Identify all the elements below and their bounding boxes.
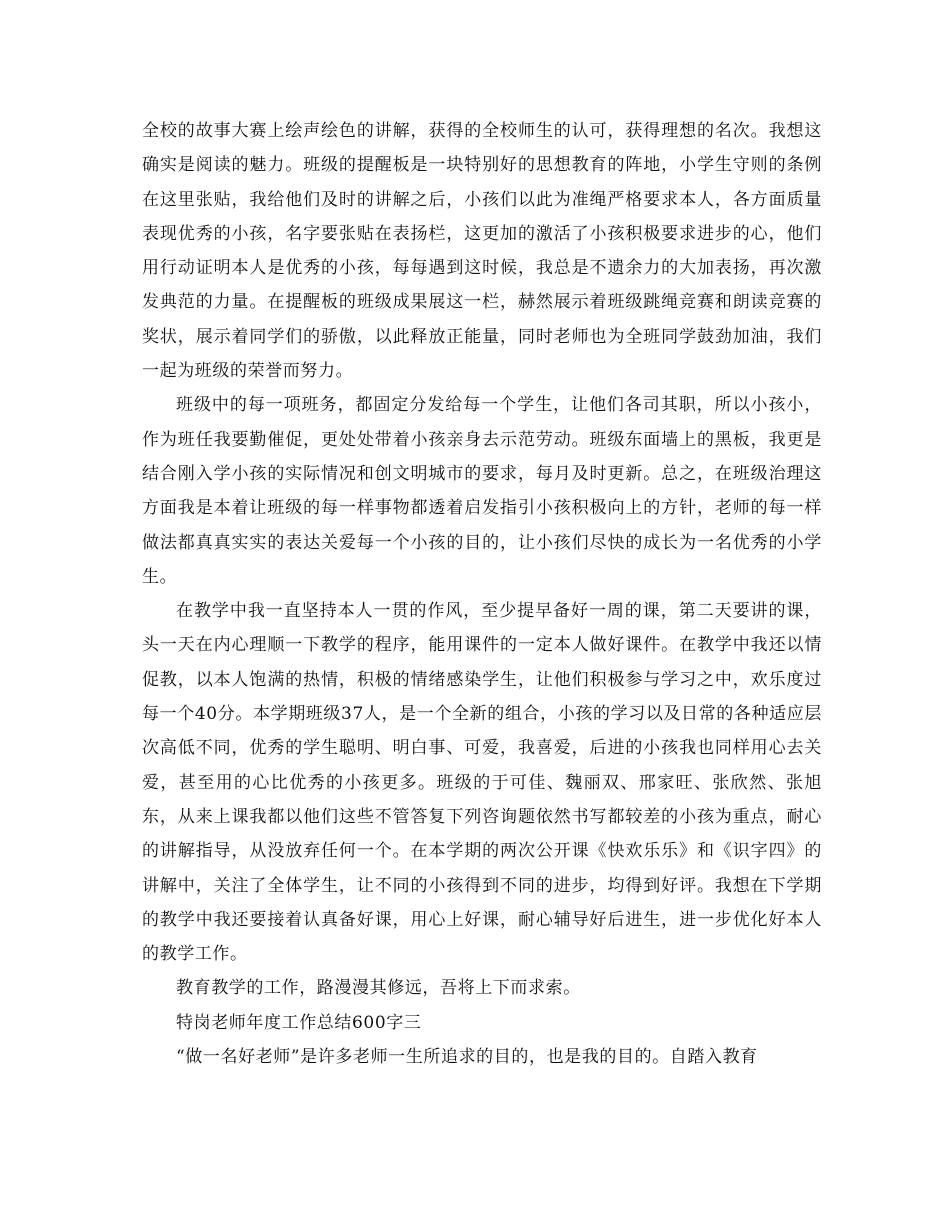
paragraph-closing-quote: 教育教学的工作，路漫漫其修远，吾将上下而求索。 <box>176 978 581 999</box>
paragraph-good-teacher: “做一名好老师”是许多老师一生所追求的目的，也是我的目的。自踏入教育 <box>176 1047 758 1068</box>
paragraph-teaching: 在教学中我一直坚持本人一贯的作风，至少提早备好一周的课，第二天要讲的课，头一天在内心理顺一下教学的程序，能用课件的一定本人做好课件。在教学中我还以情促教，以本人饱满的热情，积极的情绪感染学生，让他们积极参与学习之中，欢乐度过每一个40分。本学期班级37人，是一个全新的组合，小孩的学习以及日常的各种适应层次高低不同，优秀的学生聪明、明白事、可爱，我喜爱，后进的小孩我也同样用心去关爱，甚至用的心比优秀的小孩更多。班级的于可佳、魏丽双、邢家旺、张欣然、张旭东，从来上课我都以他们这些不管答复下列咨询题依然书写都较差的小孩为重点，耐心的讲解指导，从没放弃任何一个。在本学期的两次公开课《快欢乐乐》和《识字四》的讲解中，关注了全体学生，让不同的小孩得到不同的进步，均得到好评。我想在下学期的教学中我还要接着认真备好课，用心上好课，耐心辅导好后进生，进一步优化好本人的教学工作。 <box>142 601 822 965</box>
paragraph-class-duties: 班级中的每一项班务，都固定分发给每一个学生，让他们各司其职，所以小孩小，作为班任我要勤催促，更处处带着小孩亲身去示范劳动。班级东面墙上的黑板，我更是结合刚入学小孩的实际情况和创文明城市的要求，每月及时更新。总之，在班级治理这方面我是本着让班级的每一样事物都透着启发指引小孩积极向上的方针，老师的每一样做法都真真实实的表达关爱每一个小孩的目的，让小孩们尽快的成长为一名优秀的小学生。 <box>142 395 822 587</box>
section-heading: 特岗老师年度工作总结600字三 <box>176 1012 422 1033</box>
paragraph-reading-board: 全校的故事大赛上绘声绘色的讲解，获得的全校师生的认可，获得理想的名次。我想这确实是阅读的魅力。班级的提醒板是一块特别好的思想教育的阵地，小学生守则的条例在这里张贴，我给他们及时的讲解之后，小孩们以此为准绳严格要求本人，各方面质量表现优秀的小孩，名字要张贴在表扬栏，这更加的激活了小孩积极要求进步的心，他们用行动证明本人是优秀的小孩，每每遇到这时候，我总是不遗余力的大加表扬，再次激发典范的力量。在提醒板的班级成果展这一栏，赫然展示着班级跳绳竞赛和朗读竞赛的奖状，展示着同学们的骄傲，以此释放正能量，同时老师也为全班同学鼓劲加油，我们一起为班级的荣誉而努力。 <box>142 121 822 382</box>
document-body <box>142 114 822 1074</box>
